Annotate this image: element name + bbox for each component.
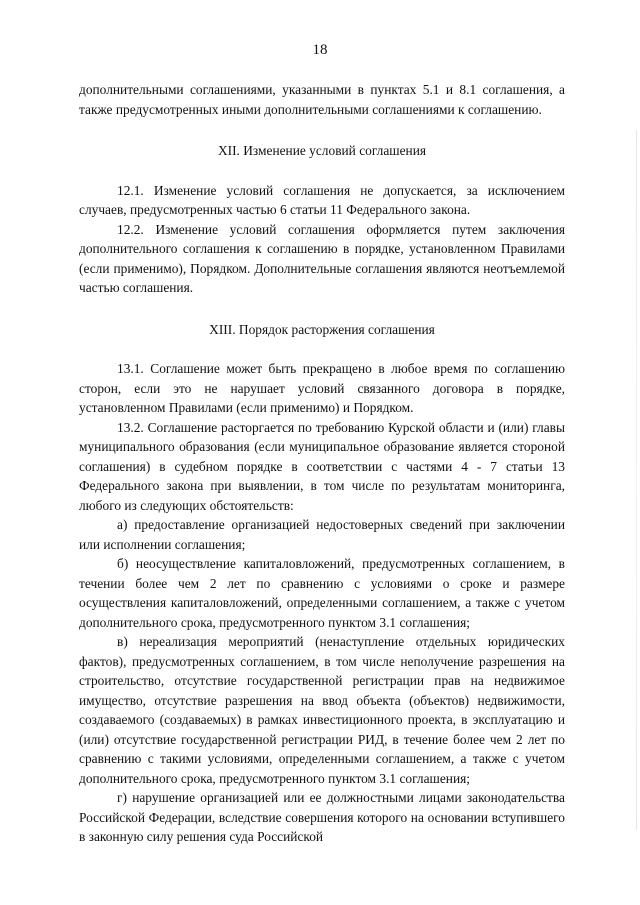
page-number: 18 xyxy=(312,42,328,58)
clause-13-2-b: б) неосуществление капиталовложений, предусмотренных соглашением, в течении более чем 2 лет по сравнению с условиями о сроке и размере осуществления капиталовложений, определенными соглашением, а также с учетом дополнительного срока, предусмотренного пунктом 3.1 соглашения; xyxy=(79,556,565,630)
clause-12-1: 12.1. Изменение условий соглашения не допускается, за исключением случаев, предусмотренных частью 6 статьи 11 Федерального закона. xyxy=(79,182,565,217)
clause-13-2-a: а) предоставление организацией недостоверных сведений при заключении или исполнении соглашения; xyxy=(79,517,565,552)
clause-13-2: 13.2. Соглашение расторгается по требованию Курской области и (или) главы муниципального образования (если муниципальное образование является стороной соглашения) в судебном порядке в соответствии с частями 4 - 7 статьи 13 Федерального закона при выявлении, в том числе по результатам мониторинга, любого из следующих обстоятельств: xyxy=(79,419,565,513)
clause-13-2-c: в) нереализация мероприятий (ненаступление отдельных юридических фактов), предусмотренных соглашением, в том числе неполучение разрешения на строительство, отсутствие государственной регистрации прав на недвижимое имущество, отсутствие разрешения на ввод объекта (объектов) недвижимости, создаваемого (создаваемых) в рамках инвестиционного проекта, в эксплуатацию и (или) отсутствие государственной регистрации РИД, в течение более чем 2 лет по сравнению с такими условиями, определенными соглашением, а также с учетом дополнительного срока, предусмотренного пунктом 3.1 соглашения; xyxy=(79,634,565,786)
scan-edge-shadow xyxy=(636,130,637,830)
clause-12-2: 12.2. Изменение условий соглашения оформляется путем заключения дополнительного соглашения к соглашению в порядке, установленном Правилами (если применимо), Порядком. Дополнительные соглашения являются неотъемлемой частью соглашения. xyxy=(79,221,565,295)
clause-13-1: 13.1. Соглашение может быть прекращено в любое время по соглашению сторон, если это не нарушает условий связанного договора в порядке, установленном Правилами (если применимо) и Порядком. xyxy=(79,361,565,415)
section-12-heading: XII. Изменение условий соглашения xyxy=(217,143,427,158)
document-body xyxy=(79,80,565,847)
section-13-heading: XIII. Порядок расторжения соглашения xyxy=(209,321,435,337)
intro-paragraph: дополнительными соглашениями, указанными в пунктах 5.1 и 8.1 соглашения, а также предусмотренных иными дополнительными соглашениями к соглашению. xyxy=(79,82,565,117)
clause-13-2-d: г) нарушение организацией или ее должностными лицами законодательства Российской Федерации, вследствие совершения которого на основании вступившего в законную силу решения суда Российской xyxy=(79,790,565,844)
